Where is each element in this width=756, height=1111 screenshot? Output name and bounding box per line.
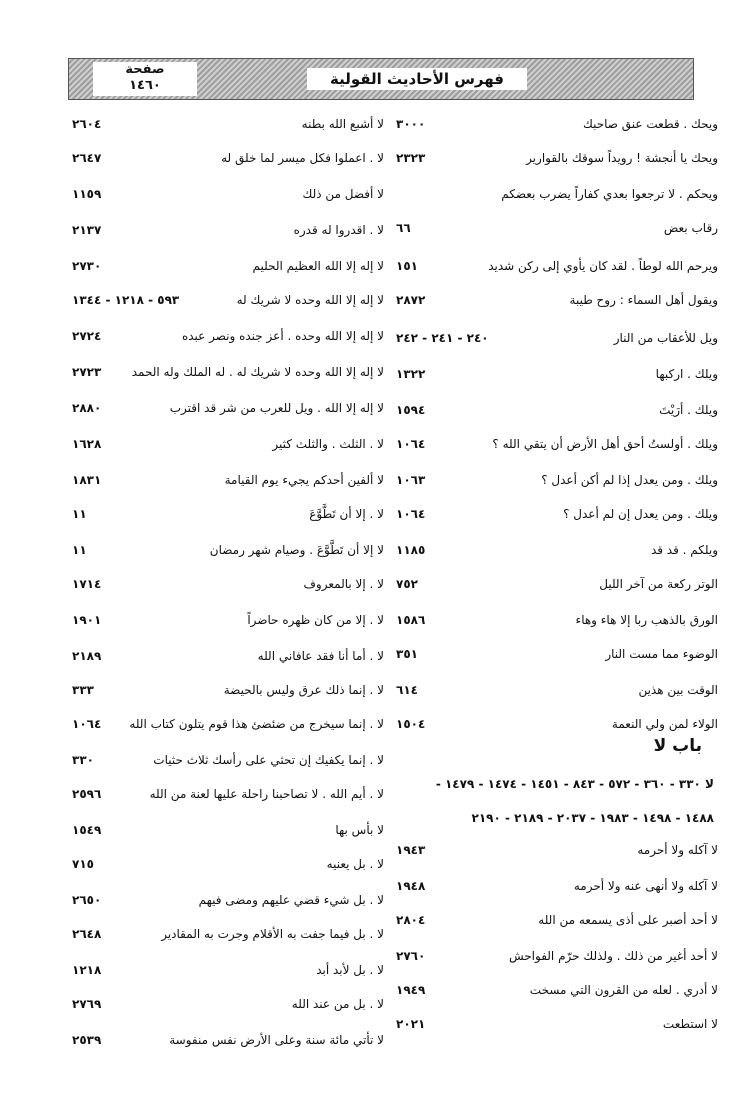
entry-text: لا . إنما يكفيك إن تحثي على رأسك ثلاث حثيات [153,753,384,767]
index-entry [64,992,384,1016]
index-entry [64,146,384,170]
entry-text: لا . إنما ذلك عرق وليس بالحيضة [223,683,384,697]
entry-text: لا . اقدروا له قدره [293,223,384,237]
entry-number: ٣٠٠٠ [396,117,426,131]
entry-number: ٦٦ [396,221,411,235]
index-entry [64,852,384,876]
entry-text: لا . بل يعنيه [326,857,384,871]
entry-text: لا . بل لأبد أبد [316,963,384,977]
entry-number: ٢١٨٩ [72,649,102,663]
index-entry [384,678,718,702]
entry-text: لا آكله ولا أحرمه [637,843,718,857]
index-entry [64,782,384,806]
index-entry [384,502,718,526]
index-entry [64,324,384,348]
index-entry [384,112,718,136]
entry-text: ويحك . قطعت عنق صاحبك [582,117,718,131]
index-entry [64,112,384,136]
index-entry [384,468,718,492]
entry-text: الوضوء مما مست النار [605,647,718,661]
index-entry [64,888,384,912]
index-entry [64,608,384,632]
index-entry [64,468,384,492]
entry-text: لا . الثلث . والثلث كثير [272,437,384,451]
index-entry [64,712,384,736]
entry-number: ١٦٢٨ [72,437,102,451]
entry-text: لا أحد أصبر على أذى يسمعه من الله [538,913,718,927]
index-entry [64,1028,384,1052]
index-entry [64,538,384,562]
entry-number: ٢٧٦٠ [396,949,426,963]
index-entry [384,944,718,968]
entry-number: ٢٨٠٤ [396,913,426,927]
index-entry [384,572,718,596]
entry-number: ١٠٦٤ [72,717,102,731]
entry-number: ٢٦٤٨ [72,927,102,941]
index-entry [64,396,384,420]
entry-text: لا أحد أغير من ذلك . ولذلك حرّم الفواحش [508,949,718,963]
entry-text: ويقول أهل السماء : روح طيبة [569,293,718,307]
index-entry [384,216,718,240]
entry-number: ٢٥٣٩ [72,1033,102,1047]
index-entry [64,360,384,384]
entry-number: ١١ [72,543,87,557]
index-entry [384,362,718,386]
entry-text: ويلك . أرَيْتَ [659,403,718,417]
entry-text: ويرحم الله لوطاً . لقد كان يأوي إلى ركن شديد [488,259,718,273]
entry-text: لا . إلا بالمعروف [303,577,384,591]
entry-number: ٢٧٢٣ [72,365,102,379]
page-number-box [93,62,197,96]
entry-number: ٣٥١ [396,647,418,661]
entry-number: ١٥٨٦ [396,613,426,627]
entry-text: ويلكم . قد قد [650,543,718,557]
entry-number: ١٩٤٨ [396,879,426,893]
entry-number: ١٨٣١ [72,473,102,487]
index-entry [64,572,384,596]
entry-number: ٢٦٠٤ [72,117,102,131]
index-entry [64,288,384,312]
entry-number: ٢٧٦٩ [72,997,102,1011]
entry-text: ويلك . ومن يعدل إذا لم أكن أعدل ؟ [541,473,718,487]
index-entry [64,958,384,982]
entry-text: لا أشبع الله بطنه [301,117,384,131]
entry-number: ٢٦٤٧ [72,151,102,165]
entry-number: ٢١٣٧ [72,223,102,237]
entry-number: ٣٣٣ [72,683,94,697]
index-entry [64,922,384,946]
entry-text: لا إله إلا الله وحده . أعز جنده ونصر عبده [181,329,384,343]
entry-text: لا . إلا من كان ظهره حاضراً [247,613,384,627]
entry-text: الولاء لمن ولي النعمة [611,717,718,731]
entry-text: لا إله إلا الله وحده لا شريك له [236,293,384,307]
entry-text: لا . أما أنا فقد عافاني الله [257,649,384,663]
index-entry [384,608,718,632]
entry-number: ٣٣٠ [72,753,94,767]
index-entry [384,288,718,312]
section-refs-line: لا ٣٣٠ - ٣٦٠ - ٥٧٢ - ٨٤٣ - ١٤٥١ - ١٤٧٤ - ١٤٧٩ - [435,777,714,791]
entry-number: ١٥٠٤ [396,717,426,731]
entry-number: ٢٤٠ - ٢٤١ - ٢٤٢ [396,331,489,345]
entry-number: ٢٠٢١ [396,1017,426,1031]
entry-text: لا . بل شيء قضي عليهم ومضى فيهم [198,893,384,907]
entry-text: الوتر ركعة من آخر الليل [599,577,718,591]
entry-number: ٥٩٣ - ١٢١٨ - ١٣٤٤ [72,293,180,307]
entry-number: ٢٦٥٠ [72,893,102,907]
page-header [68,58,694,100]
entry-text: لا . بل من عند الله [291,997,384,1011]
entry-text: ويلك . ومن يعدل إن لم أعدل ؟ [563,507,718,521]
section-heading: باب لا [653,736,702,756]
index-entry [384,432,718,456]
entry-number: ١١٥٩ [72,187,102,201]
entry-text: لا . إلا أن تَطَّوَّعَ [309,507,384,521]
index-entry [384,398,718,422]
entry-number: ١٩٠١ [72,613,102,627]
entry-text: ويلك . اركبها [655,367,718,381]
index-entry [384,182,718,206]
index-entry [64,678,384,702]
entry-text: لا . اعملوا فكل ميسر لما خلق له [221,151,384,165]
page-label: صفحة [125,62,165,77]
index-entry [384,146,718,170]
entry-text: ويلك . أولستُ أحق أهل الأرض أن يتقي الله ؟ [492,437,718,451]
index-entry [384,642,718,666]
index-entry [64,502,384,526]
entry-text: ويحكم . لا ترجعوا بعدي كفاراً يضرب بعضكم [501,187,718,201]
entry-number: ٢٧٢٤ [72,329,102,343]
entry-number: ٧٥٢ [396,577,418,591]
entry-text: لا إله إلا الله . ويل للعرب من شر قد اقترب [169,401,384,415]
entry-text: ويحك يا أنجشة ! رويداً سوقك بالقوارير [526,151,718,165]
entry-text: لا . بل فيما جفت به الأقلام وجرت به المقادير [161,927,384,941]
index-entry [384,1012,718,1036]
entry-number: ١٠٦٣ [396,473,426,487]
index-entry [384,874,718,898]
entry-number: ١١٨٥ [396,543,426,557]
entry-number: ١٥٤٩ [72,823,102,837]
index-entry [64,218,384,242]
index-entry [64,644,384,668]
entry-text: لا إله إلا الله العظيم الحليم [252,259,384,273]
entry-number: ١٠٦٤ [396,437,426,451]
index-entry [64,748,384,772]
index-entry [64,818,384,842]
entry-text: لا آكله ولا أنهى عنه ولا أحرمه [573,879,718,893]
entry-number: ١٩٤٩ [396,983,426,997]
entry-text: لا أفضل من ذلك [302,187,384,201]
entry-number: ٢٨٧٢ [396,293,426,307]
entry-number: ١٢١٨ [72,963,102,977]
entry-number: ١١ [72,507,87,521]
entry-number: ٢٨٨٠ [72,401,102,415]
entry-text: لا تأتي مائة سنة وعلى الأرض نفس منفوسة [169,1033,384,1047]
entry-number: ١٩٤٣ [396,843,426,857]
entry-number: ٦١٤ [396,683,418,697]
entry-number: ١٥٩٤ [396,403,426,417]
entry-text: لا استطعت [662,1017,718,1031]
entry-text: لا . إنما سيخرج من ضئضئ هذا قوم يتلون كتاب الله [129,717,384,731]
entry-number: ١٠٦٤ [396,507,426,521]
entry-number: ١٥١ [396,259,418,273]
page-title: فهرس الأحاديث القولية [307,68,527,90]
entry-number: ٢٥٩٦ [72,787,102,801]
entry-text: ويل للأعقاب من النار [613,331,718,345]
index-entry [64,254,384,278]
entry-text: لا أدري . لعله من القرون التي مسخت [529,983,718,997]
entry-text: الورق بالذهب ربا إلا هاء وهاء [575,613,718,627]
entry-number: ١٣٢٢ [396,367,426,381]
index-entry [384,838,718,862]
entry-number: ٢٧٣٠ [72,259,102,273]
entry-text: لا ألفين أحدكم يجيء يوم القيامة [224,473,384,487]
entry-number: ٢٣٢٣ [396,151,426,165]
entry-text: الوقت بين هذين [638,683,718,697]
index-entry [384,908,718,932]
entry-text: لا إلا أن تَطَّوَّعَ . وصيام شهر رمضان [209,543,384,557]
index-entry [64,432,384,456]
entry-text: لا بأس بها [335,823,384,837]
index-entry [64,182,384,206]
entry-number: ٧١٥ [72,857,94,871]
page-number: ١٤٦٠ [129,78,161,93]
index-entry [384,326,718,350]
entry-number: ١٧١٤ [72,577,102,591]
index-entry [384,254,718,278]
index-entry [384,538,718,562]
section-refs-line: ١٤٨٨ - ١٤٩٨ - ١٩٨٣ - ٢٠٣٧ - ٢١٨٩ - ٢١٩٠ [471,811,714,825]
entry-text: لا إله إلا الله وحده لا شريك له . له الملك وله الحمد [131,365,384,379]
entry-text: رقاب بعض [663,221,718,235]
index-entry [384,978,718,1002]
entry-text: لا . أيم الله . لا تصاحبنا راحلة عليها لعنة من الله [149,787,384,801]
